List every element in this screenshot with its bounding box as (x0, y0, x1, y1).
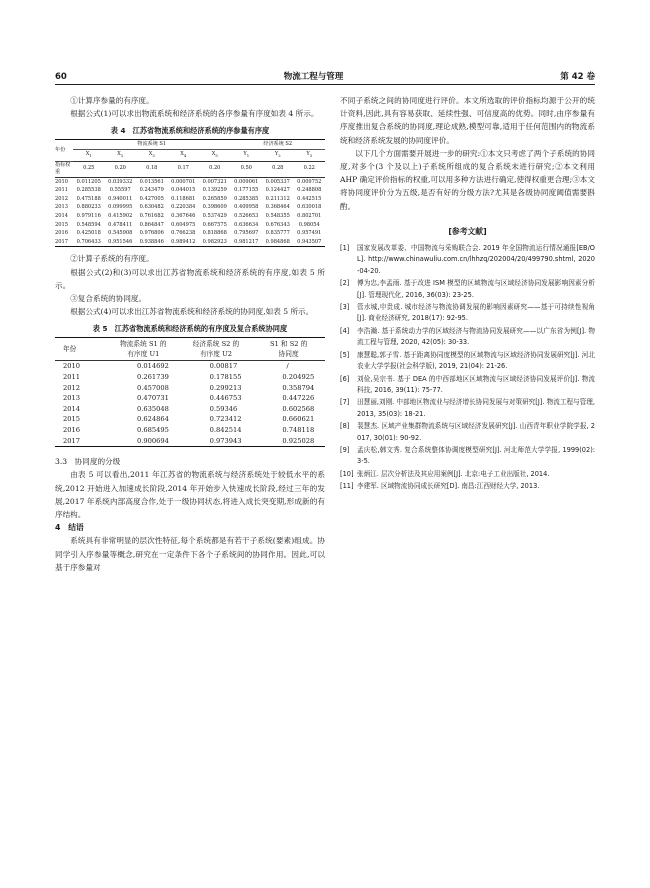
table4-row (55, 212, 325, 221)
table4-cell: 0.880233 (76, 204, 101, 211)
table5-u1-header (107, 338, 180, 361)
table5-header-row (55, 338, 325, 361)
table5-row (55, 383, 325, 394)
table4-cell: 0.795697 (234, 230, 259, 237)
reference-number: [10] (340, 469, 354, 478)
reference-number: [11] (340, 482, 354, 491)
header-rule (55, 84, 595, 85)
table4-cell: 0.177155 (234, 187, 259, 194)
table4-indicator-label: $Y_1$ (231, 150, 263, 162)
table4-year-cell: 2011 (55, 187, 68, 194)
conclusion-paragraph-2: 以下几个方面需要开展进一步的研究:①本文只考虑了两个子系统的协同度,对多个(3 个及以上)子系统所组成的复合系统未进行研究;②本文利用 AHP 确定评价指标的权重,可以用多种方法进行确定,使得权重更合理;③本文将协同度评价分为五级,是否有好的分级方法?尤其是各级协同度阈值需要斟酌。 (340, 148, 595, 211)
table4-cell: 0.005337 (265, 178, 290, 185)
table5-u2-cell: 0.59346 (209, 404, 238, 413)
table4-indicator-label: $X_4$ (168, 150, 200, 162)
table4-row (55, 238, 325, 247)
table4-cell: 0.124427 (265, 187, 290, 194)
table4-cell: 0.009061 (234, 178, 259, 185)
volume-label: 第 42 卷 (560, 72, 595, 82)
step1-title: ①计算序参量的有序度。 (70, 96, 154, 105)
table4-row (55, 177, 325, 186)
reference-number: [3] (340, 303, 350, 312)
section-4-title: 4 结语 (55, 523, 84, 533)
step1-text: 根据公式(1)可以求出物流系统和经济系统的各序参量有序度如表 4 所示。 (70, 109, 319, 119)
table4-cell: 0.285538 (76, 187, 101, 194)
reference-number: [6] (340, 374, 350, 383)
reference-number: [9] (340, 445, 350, 454)
table5-u2-cell: 0.178155 (209, 372, 242, 381)
table4-weight-cell: 0.17 (168, 161, 200, 177)
table4-weight-row (55, 161, 325, 177)
table4-cell: 0.367646 (171, 212, 196, 219)
table4-year-cell: 2012 (55, 195, 68, 202)
references-list (340, 243, 595, 493)
step2-text: 根据公式(2)和(3)可以求出江苏省物流系统和经济系统的有序度,如表 5 所示。 (55, 267, 325, 290)
table5-c-cell: 0.602568 (282, 404, 315, 413)
table4-year-cell: 2017 (55, 238, 68, 245)
table4-indicator-label: $X_2$ (105, 150, 137, 162)
reference-text: 张炳江. 层次分析法及其应用案例[J]. 北京:电子工业出版社, 2014. (357, 469, 550, 478)
table4-cell: 0.243479 (139, 187, 164, 194)
table4-weight-cell: 0.22 (294, 161, 326, 177)
table4-row (55, 203, 325, 212)
table4-cell: 0.957491 (297, 230, 322, 237)
table4-row (55, 221, 325, 230)
table5-row (55, 361, 325, 372)
table5-u1-cell: 0.457008 (137, 383, 169, 392)
table4-weight-cell: 0.25 (73, 161, 105, 177)
table4-cell: 0.864847 (139, 221, 164, 228)
table4-cell: 0.011205 (76, 178, 101, 185)
table4-indicator-label: $Y_3$ (294, 150, 326, 162)
table4-cell: 0.425018 (76, 230, 101, 237)
table4-cell: 0.139259 (202, 187, 227, 194)
table4-indicator-label: $Y_2$ (262, 150, 294, 162)
step2-title: ②计算子系统的有序度。 (70, 254, 154, 264)
table4-cell: 0.285385 (234, 195, 259, 202)
table5-c-header-line1: S1 和 S2 的 (269, 340, 308, 349)
table4-cell: 0.548355 (265, 212, 290, 219)
table4-cell: 0.676343 (265, 221, 290, 228)
table5 (55, 337, 325, 447)
table5-u2-cell: 0.00817 (209, 362, 238, 371)
table4-cell: 0.835777 (265, 230, 290, 237)
table4-weight-cell: 0.20 (199, 161, 231, 177)
table5-year-cell: 2013 (63, 394, 81, 403)
table5-u1-header-line2: 有序度 U1 (127, 350, 160, 359)
table5-u1-cell: 0.624864 (137, 415, 169, 424)
table5-row (55, 414, 325, 425)
table4-cell: 0.368464 (265, 204, 290, 211)
table4-cell: 0.478411 (108, 221, 133, 228)
table4-cell: 0.982923 (202, 238, 227, 245)
table5-c-header-line2: 协同度 (278, 350, 299, 359)
table4-system1-header: 物流系统 S1 (73, 140, 231, 150)
reference-text: 康慧聪,郭子雪. 基于距离协同度模型的区域物流与区域经济协同发展研究[J]. 河北农业大学学报(社会科学版), 2019, 21(04): 21-26. (357, 350, 595, 371)
reference-text: 孟庆松,韩文秀. 复合系统整体协调度模型研究[J]. 河北师范大学学报, 1999(02): 3-5. (357, 445, 595, 466)
table4-year-cell: 2015 (55, 221, 68, 228)
reference-item (340, 243, 595, 277)
table4-cell: 0.630018 (297, 204, 322, 211)
table5-u1-header-line1: 物流系统 S1 的 (120, 340, 167, 349)
table4-cell: 0.211312 (265, 195, 290, 202)
reference-item (340, 302, 595, 325)
page-header (55, 66, 595, 82)
table4-cell: 0.604975 (171, 221, 196, 228)
table5-u1-cell: 0.470731 (137, 394, 169, 403)
table5-row (55, 404, 325, 415)
table4-cell: 0.427005 (139, 195, 164, 202)
table4-cell: 0.981217 (234, 238, 259, 245)
reference-text: 刘俭,吴宗书. 基于 DEA 的中西部地区区域物流与区域经济协同发展评价[J]. 物流科技, 2016, 39(11): 75-77. (357, 374, 595, 394)
table4-year-cell: 2010 (55, 178, 68, 185)
table5-c-cell: 0.748118 (282, 425, 315, 434)
table4-cell: 0.984868 (265, 238, 290, 245)
table4-weight-cell: 0.50 (231, 161, 263, 177)
step3-text: 根据公式(4)可以求出江苏省物流系统和经济系统的协同度,如表 5 所示。 (70, 307, 314, 317)
table4-cell: 0.766238 (171, 230, 196, 237)
table4-cell: 0.248808 (297, 187, 322, 194)
table4-cell: 0.989412 (171, 238, 196, 245)
table4-cell: 0.706433 (76, 238, 101, 245)
step3-title: ③复合系统的协同度。 (70, 293, 147, 303)
table4-cell: 0.118681 (171, 195, 196, 202)
table5-u2-cell: 0.973943 (209, 436, 242, 445)
reference-number: [4] (340, 326, 350, 335)
table4-cell: 0.007321 (202, 178, 227, 185)
table4-row (55, 186, 325, 195)
table5-u1-cell: 0.014692 (137, 362, 169, 371)
reference-item (340, 421, 595, 444)
table4-cell: 0.013561 (139, 178, 164, 185)
reference-item (340, 481, 595, 492)
left-column (55, 94, 325, 574)
table4-cell: 0.415902 (108, 212, 133, 219)
right-column (340, 94, 595, 494)
reference-item (340, 374, 595, 397)
reference-text: 傅为忠,李孟雨. 基于改进 ISM 模型的区域物流与区域经济协同发展影响因素分析[J]. 管理现代化, 2016, 36(03): 23-25. (357, 279, 595, 299)
conclusion-paragraph-1: 不同子系统之间的协同度进行评价。本文所选取的评价指标均源于公开的统计资料,因此,具有容易获取、延续性强、可信度高的优势。同时,由序参量有序度推出复合系统的协同度,理论成熟,模型可靠,适用于任何范围内的物流系统和经济系统发展的协同度评价。 (340, 96, 595, 145)
table5-u1-cell: 0.635048 (137, 404, 169, 413)
table4-year-header: 年份 (55, 140, 73, 161)
table5-u2-cell: 0.446753 (209, 394, 242, 403)
table4-cell: 0.044015 (171, 187, 196, 194)
reference-number: [5] (340, 350, 350, 359)
table5-u2-cell: 0.299213 (209, 383, 242, 392)
table4-cell: 0.979116 (76, 212, 101, 219)
table4-cell: 0.265859 (202, 195, 227, 202)
reference-item (340, 326, 595, 349)
references-title: [参考文献] (448, 226, 487, 236)
table5-year-cell: 2012 (63, 383, 81, 392)
reference-item (340, 350, 595, 373)
table4-cell: 0.000701 (171, 178, 196, 185)
table5-c-cell: 0.660621 (282, 415, 315, 424)
reference-number: [1] (340, 244, 350, 253)
table4-cell: 0.630482 (139, 204, 164, 211)
table5-year-cell: 2010 (63, 362, 81, 371)
table4-year-cell: 2016 (55, 230, 68, 237)
reference-item (340, 278, 595, 301)
section-3-3-text: 由表 5 可以看出,2011 年江苏省的物流系统与经济系统处于较低水平的系统,2012 开始进入加速成长阶段,2014 年开始步入快速成长阶段,经过三年的发展,2017 年系统内部高度合作,处于一级协同状态,将进入成长突变期,形成新的有序结构。 (55, 470, 325, 519)
table5-u1-cell: 0.685495 (137, 425, 169, 434)
reference-text: 管水城,申贵成. 城市经济与物流协调发展的影响因素研究——基于可持续性视角[J]. 商业经济研究, 2018(17): 92-95. (357, 303, 595, 323)
table4-year-cell: 2014 (55, 212, 68, 219)
table5-year-cell: 2014 (63, 404, 81, 413)
table4-weight-cell: 0.20 (105, 161, 137, 177)
table4-cell: 0.636634 (234, 221, 259, 228)
table4-cell: 0.548594 (76, 221, 101, 228)
reference-text: 李建军. 区域物流协同成长研究[D]. 南昌:江西财经大学, 2013. (357, 482, 540, 491)
table4-cell: 0.55597 (109, 187, 131, 194)
table4-cell: 0.220384 (171, 204, 196, 211)
table5-year-cell: 2015 (63, 415, 81, 424)
table4-cell: 0.940011 (108, 195, 133, 202)
reference-number: [8] (340, 422, 350, 431)
table4-cell: 0.943507 (297, 238, 322, 245)
table4-cell: 0.976806 (139, 230, 164, 237)
table5-year-cell: 2016 (63, 425, 81, 434)
table4-caption: 表 4 江苏省物流系统和经济系统的序参量有序度 (110, 126, 270, 136)
table4-year-cell: 2013 (55, 204, 68, 211)
table5-c-header (252, 338, 325, 361)
table4-cell: 0.951546 (108, 238, 133, 245)
reference-item (340, 445, 595, 468)
reference-item (340, 469, 595, 480)
table4-row (55, 195, 325, 204)
table5-year-cell: 2011 (63, 372, 81, 381)
table4-weight-label: 指标权重 (55, 161, 73, 177)
table4-indicator-label: $X_5$ (199, 150, 231, 162)
table5-year-header (55, 338, 107, 361)
reference-number: [2] (340, 279, 350, 288)
table4-cell: 0.398609 (202, 204, 227, 211)
reference-text: 裴慧杰. 区域产业集群物流系统与区域经济发展研究[J]. 山西青年职业学院学报, 2017, 30(01): 90-92. (357, 422, 595, 442)
table4-cell: 0.818868 (202, 230, 227, 237)
table4-cell: 0.039332 (108, 178, 133, 185)
reference-text: 李浩瀚. 基于系统动力学的区域经济与物流协同发展研究——以广东省为例[J]. 物流工程与管理, 2020, 42(05): 30-33. (357, 326, 595, 347)
table5-u2-header-line1: 经济系统 S2 的 (192, 340, 240, 349)
table4-system-header (55, 140, 325, 150)
table4-cell: 0.009752 (297, 178, 322, 185)
reference-text: 国家发展改革委、中国物流与采购联合会. 2019 年全国物流运行情况通报[EB/OL]. http://www.chinawuliu.com.cn/lhhzq/202004/20/499790.shtml, 2020-04-20. (357, 244, 595, 275)
table4-cell: 0.667575 (202, 221, 227, 228)
table5-year-cell: 2017 (63, 436, 81, 445)
table4-cell: 0.938846 (139, 238, 164, 245)
section-4-text: 系统具有非常明显的层次性特征,每个系统都是有若干子系统(要素)组成。协同学引入序参量等概念,研究在一定条件下各个子系统间的协同作用。因此,可以基于序参量对 (55, 536, 325, 572)
reference-number: [7] (340, 398, 350, 407)
table4-cell: 0.761682 (139, 212, 164, 219)
table4-cell: 0.099995 (108, 204, 133, 211)
table4-weight-cell: 0.18 (136, 161, 168, 177)
reference-item (340, 397, 595, 420)
table5-u1-cell: 0.900694 (137, 436, 169, 445)
table4-system2-header: 经济系统 S2 (231, 140, 326, 150)
table4-row (55, 229, 325, 238)
table5-row (55, 436, 325, 447)
table5-u2-header (180, 338, 253, 361)
table4-indicator-header (55, 150, 325, 162)
table5-c-cell: / (286, 362, 289, 371)
table4-cell: 0.475188 (76, 195, 101, 202)
journal-title: 物流工程与管理 (283, 72, 344, 82)
table5-c-cell: 0.204925 (282, 372, 315, 381)
table4-cell: 0.526653 (234, 212, 259, 219)
table5-c-cell: 0.358794 (282, 383, 315, 392)
table4-cell: 0.545908 (108, 230, 133, 237)
section-3-3-title: 3.3 协同度的分级 (55, 457, 121, 467)
page-number: 60 (55, 72, 67, 82)
table5-caption: 表 5 江苏省物流系统和经济系统的有序度及复合系统协同度 (92, 324, 288, 334)
reference-text: 田慧丽,刘刚. 中部地区物流业与经济增长协同发展与对策研究[J]. 物流工程与管理, 2013, 35(03): 18-21. (357, 398, 595, 418)
table4-cell: 0.537429 (202, 212, 227, 219)
table5-year-header-label: 年份 (63, 345, 77, 354)
table5-row (55, 425, 325, 436)
table5-c-cell: 0.925028 (282, 436, 315, 445)
table5-u2-header-line2: 有序度 U2 (199, 350, 233, 359)
table5-u2-cell: 0.842514 (209, 425, 242, 434)
table4-cell: 0.442515 (297, 195, 322, 202)
table5-u2-cell: 0.723412 (209, 415, 242, 424)
table5-u1-cell: 0.261739 (137, 372, 169, 381)
table5-row (55, 393, 325, 404)
table4-weight-cell: 0.28 (262, 161, 294, 177)
table4-cell: 0.802701 (297, 212, 322, 219)
table4-indicator-label: $X_1$ (73, 150, 105, 162)
table5-c-cell: 0.447226 (282, 394, 315, 403)
table4-cell: 0.98054 (298, 221, 320, 228)
table5-row (55, 372, 325, 383)
table4-cell: 0.409958 (234, 204, 259, 211)
table4-indicator-label: $X_3$ (136, 150, 168, 162)
table4 (55, 139, 325, 247)
